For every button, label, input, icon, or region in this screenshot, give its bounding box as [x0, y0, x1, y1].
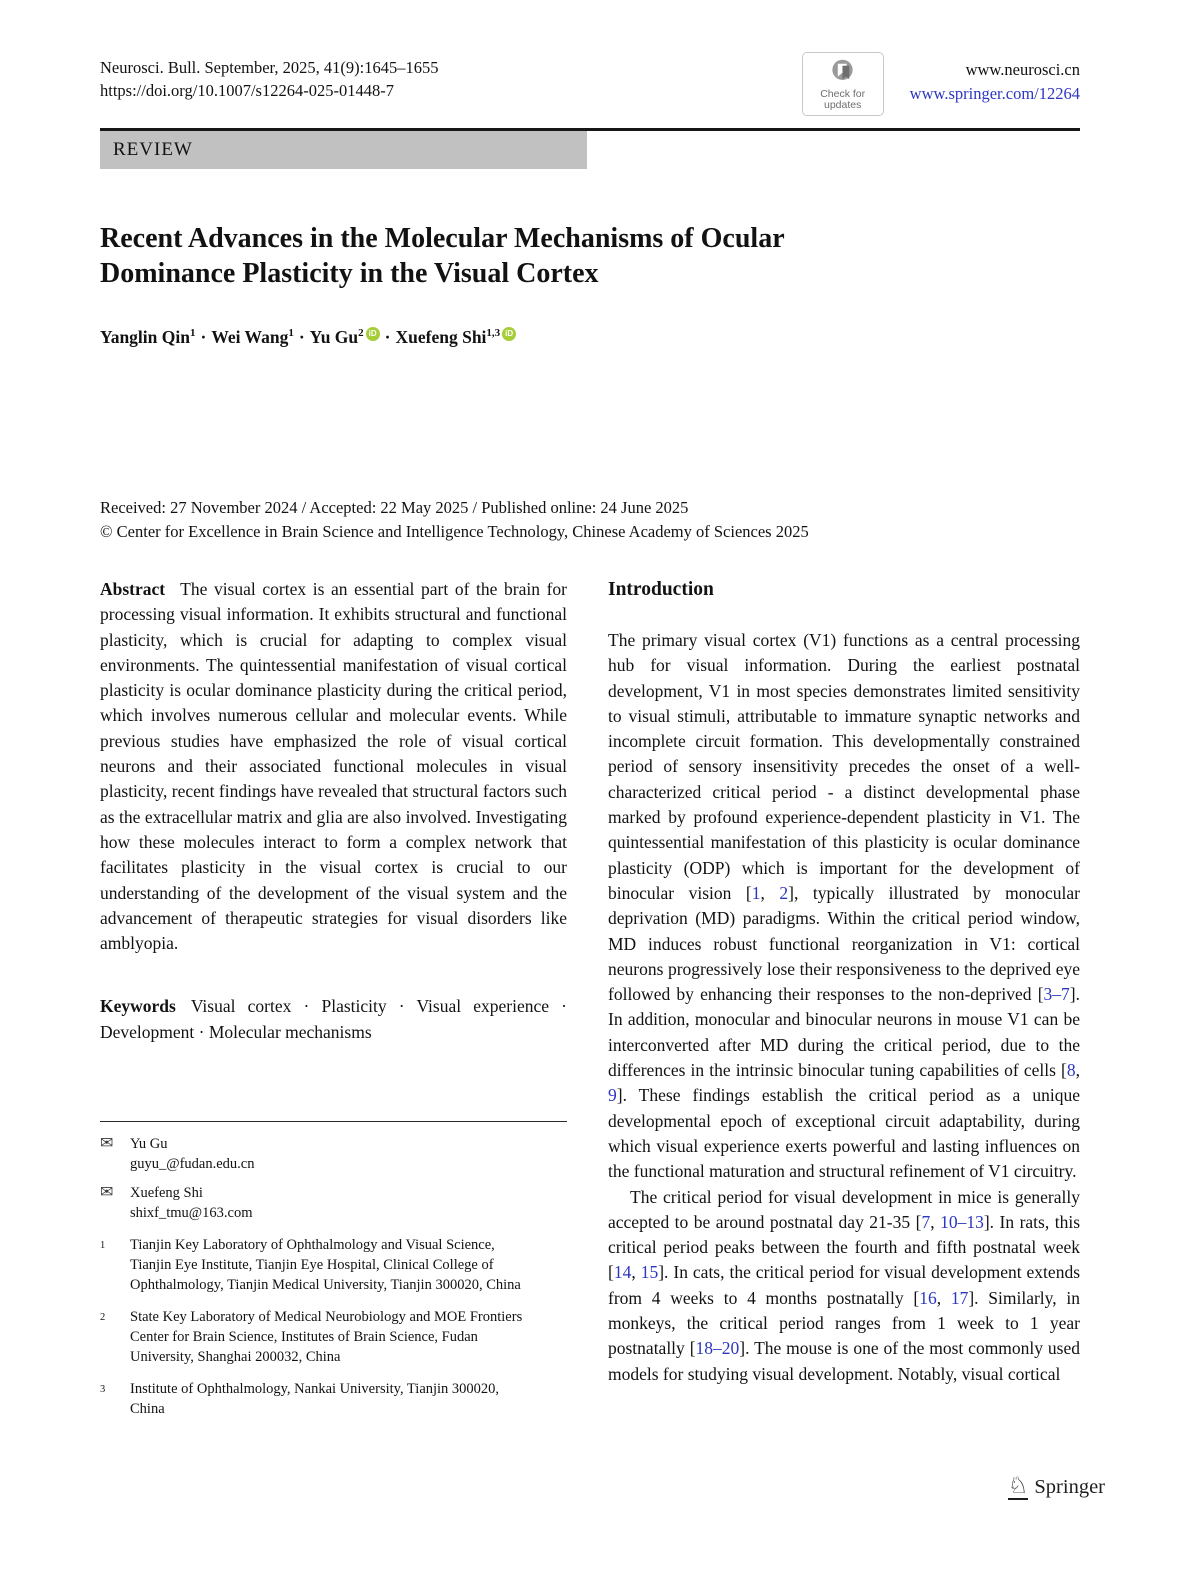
- author-name: Wei Wang$^1$: [211, 327, 294, 347]
- affiliation-number: 1: [100, 1240, 106, 1252]
- corresponding-author-name: Yu Gu: [130, 1136, 168, 1153]
- keywords-text: Visual cortex · Plasticity · Visual experience · Development · Molecular mechanisms: [100, 996, 567, 1042]
- affiliation-number: 3: [100, 1384, 106, 1396]
- check-for-updates-button[interactable]: [802, 52, 884, 116]
- citation-link[interactable]: 15: [640, 1262, 659, 1283]
- email-envelope-icon: ✉: [100, 1184, 114, 1202]
- author-separator: ·: [298, 327, 305, 347]
- check-for-updates-icon: [829, 57, 856, 89]
- doi-link[interactable]: https://doi.org/10.1007/s12264-025-01448-7: [100, 81, 394, 100]
- check-for-updates-label: Check for updates: [820, 87, 866, 111]
- author-name: Xuefeng Shi$^{1,3}$: [395, 327, 501, 347]
- citation-link[interactable]: 8: [1066, 1060, 1076, 1081]
- orcid-icon[interactable]: iD: [502, 327, 516, 341]
- title-line-2: Dominance Plasticity in the Visual Cortex: [100, 258, 599, 289]
- affiliation-number: 2: [100, 1312, 106, 1324]
- affiliation-text: Tianjin Key Laboratory of Ophthalmology and Visual Science, Tianjin Eye Institute, Tianjin Eye Hospital, Clinical College of Ophthalmology, Tianjin Medical University, Tianjin 300020, China: [130, 1237, 521, 1294]
- article-type-banner: REVIEW: [100, 131, 587, 169]
- keywords-paragraph: [100, 994, 567, 1045]
- left-column: [100, 577, 567, 1419]
- citation-link[interactable]: 7: [921, 1211, 931, 1232]
- footnote-divider: [100, 1121, 567, 1122]
- publication-history: [100, 496, 1080, 543]
- citation-link[interactable]: 10–13: [940, 1211, 984, 1232]
- affiliation-entry: [100, 1235, 567, 1295]
- page-header: [100, 56, 1080, 116]
- corresponding-author-name: Xuefeng Shi: [130, 1185, 203, 1202]
- corresponding-author-email[interactable]: guyu_@fudan.edu.cn: [130, 1156, 255, 1173]
- abstract-paragraph: [100, 577, 567, 956]
- title-line-1: Recent Advances in the Molecular Mechanisms of Ocular: [100, 223, 785, 254]
- citation-link[interactable]: 9: [608, 1085, 617, 1106]
- affiliation-text: Institute of Ophthalmology, Nankai University, Tianjin 300020, China: [130, 1381, 500, 1418]
- springer-site-link[interactable]: www.springer.com/12264: [909, 84, 1080, 103]
- abstract-text: The visual cortex is an essential part of the brain for processing visual information. It exhibits structural and functional plasticity, which is crucial for adapting to complex visual environments. The quintessential manifestation of visual cortical plasticity is ocular dominance plasticity during the critical period, which involves numerous cellular and molecular events. While previous studies have emphasized the role of visual cortical neurons and their associated functional molecules in visual plasticity, recent findings have revealed that structural factors such as the extracellular matrix and glia are also involved. Investigating how these molecules interact to form a complex network that facilitates plasticity in the visual cortex is crucial to our understanding of the development of the visual system and the advancement of therapeutic strategies for visual disorders like amblyopia.: [100, 579, 567, 954]
- affiliation-entry: [100, 1379, 567, 1419]
- abstract-label: Abstract: [100, 579, 166, 599]
- email-envelope-icon: ✉: [100, 1135, 114, 1153]
- introduction-paragraph-1: The primary visual cortex (V1) functions as a central processing hub for visual information. During the earliest postnatal development, V1 in most species demonstrates limited sensitivity to visual stimuli, attributable to immature synaptic networks and incomplete circuit formation. This developmentally constrained period of sensory insensitivity precedes the onset of a well-characterized critical period - a distinct developmental phase marked by profound experience-dependent plasticity in V1. The quintessential manifestation of this plasticity is ocular dominance plasticity (ODP) which is important for the development of binocular vision [1, 2], typically illustrated by monocular deprivation (MD) paradigms. Within the critical period window, MD induces robust functional reorganization in V1: cortical neurons progressively lose their responsiveness to the deprived eye followed by enhancing their responses to the non-deprived [3–7]. In addition, monocular and binocular neurons in mouse V1 can be interconverted after MD during the critical period, due to the differences in the intrinsic binocular tuning capabilities of cells [8, 9]. These findings establish the critical period as a unique developmental epoch of exceptional circuit adaptability, during which visual experience exerts powerful and lasting influences on the functional maturation and structural refinement of V1 circuitry.: [608, 630, 1081, 1182]
- citation-link[interactable]: 14: [613, 1262, 632, 1283]
- citation-link[interactable]: 18–20: [695, 1338, 740, 1359]
- corresponding-author-email[interactable]: shixf_tmu@163.com: [130, 1205, 253, 1222]
- journal-citation-block: [100, 56, 438, 102]
- author-name: Yu Gu$^2$: [309, 327, 364, 347]
- springer-knight-icon: ♘: [1007, 1473, 1029, 1498]
- author-byline: [100, 327, 1080, 348]
- correspondence-entry: [100, 1134, 567, 1174]
- author-separator: ·: [384, 327, 391, 347]
- citation-link[interactable]: 2: [779, 882, 789, 903]
- affiliation-text: State Key Laboratory of Medical Neurobiology and MOE Frontiers Center for Brain Science, Institutes of Brain Science, Fudan University, Shanghai 200032, China: [130, 1309, 523, 1366]
- right-column: [608, 577, 1080, 1419]
- footnote-block: [100, 1121, 567, 1419]
- springer-logo: [1008, 1474, 1105, 1500]
- author-separator: ·: [200, 327, 207, 347]
- correspondence-entry: [100, 1183, 567, 1223]
- citation-link[interactable]: 1: [751, 882, 761, 903]
- journal-citation: Neurosci. Bull. September, 2025, 41(9):1645–1655: [100, 58, 439, 77]
- neurosci-site-link[interactable]: www.neurosci.cn: [965, 60, 1080, 79]
- citation-link[interactable]: 16: [919, 1287, 937, 1308]
- affiliation-entry: [100, 1307, 567, 1367]
- received-accepted-line: Received: 27 November 2024 / Accepted: 22 May 2025 / Published online: 24 June 2025: [100, 498, 689, 517]
- citation-link[interactable]: 17: [950, 1287, 969, 1308]
- orcid-icon[interactable]: iD: [366, 327, 380, 341]
- page-title: [100, 221, 1080, 291]
- keywords-label: Keywords: [100, 996, 176, 1017]
- springer-wordmark: Springer: [1034, 1475, 1105, 1498]
- copyright-line: © Center for Excellence in Brain Science and Intelligence Technology, Chinese Academy of Sciences 2025: [100, 521, 809, 541]
- citation-link[interactable]: 3–7: [1043, 984, 1070, 1005]
- author-name: Yanglin Qin$^1$: [100, 327, 196, 347]
- introduction-paragraph-2: The critical period for visual development in mice is generally accepted to be around postnatal day 21-35 [7, 10–13]. In rats, this critical period peaks between the fourth and fifth postnatal week [14, 15]. In cats, the critical period for visual development extends from 4 weeks to 4 months postnatally [16, 17]. Similarly, in monkeys, the critical period ranges from 1 week to 1 year postnatally [18–20]. The mouse is one of the most commonly used models for studying visual development. Notably, visual cortical: [608, 1186, 1081, 1384]
- section-heading-introduction: Introduction: [608, 579, 714, 600]
